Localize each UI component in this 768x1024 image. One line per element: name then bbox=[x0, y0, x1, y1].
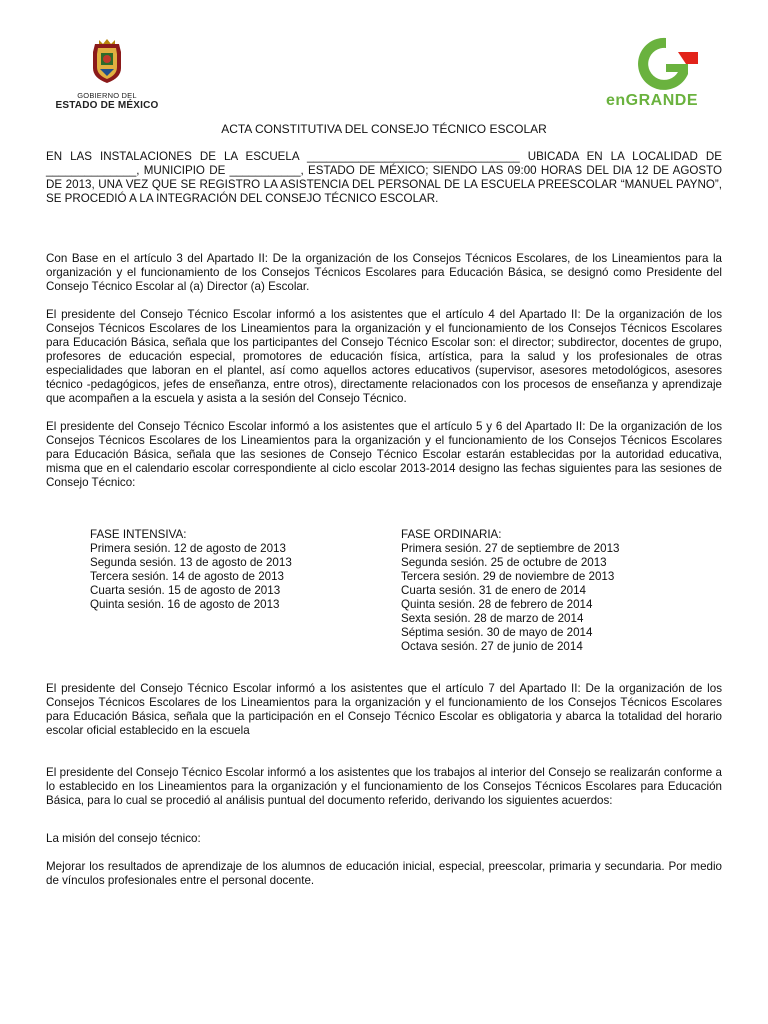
session-item: Tercera sesión. 29 de noviembre de 2013 bbox=[401, 570, 615, 583]
gobierno-estado-mexico-logo bbox=[52, 38, 162, 113]
engrande-grande: GRANDE bbox=[625, 92, 699, 109]
mision-label: La misión del consejo técnico: bbox=[46, 832, 201, 845]
session-schedule bbox=[46, 528, 722, 656]
session-item: Primera sesión. 12 de agosto de 2013 bbox=[90, 542, 286, 555]
session-item: Cuarta sesión. 31 de enero de 2014 bbox=[401, 584, 586, 597]
session-item: Séptima sesión. 30 de mayo de 2014 bbox=[401, 626, 593, 639]
document-header bbox=[0, 0, 768, 118]
articulo-5-6-paragraph: El presidente del Consejo Técnico Escolar informó a los asistentes que el artículo 5 y 6 del Apartado II: De la organización de los Consejos Técnicos Escolares de los Lineamientos para la organización y el funcionamiento de los Consejos Técnicos Escolares para Educación Básica, señala que las sesiones de Consejo Técnico Escolar estarán establecidas por la autoridad educativa, misma que en el calendario escolar correspondiente al ciclo escolar 2013-2014 designo las fechas siguientes para las sesiones de Consejo Técnico: bbox=[46, 420, 722, 489]
session-item: Sexta sesión. 28 de marzo de 2014 bbox=[401, 612, 584, 625]
intro-paragraph: EN LAS INSTALACIONES DE LA ESCUELA _________________________________ UBICADA EN LA LOCALIDAD DE ______________, MUNICIPIO DE ___________, ESTADO DE MÉXICO; SIENDO LAS 09:00 HORAS DEL DIA 12 DE AGOSTO DE 2013, UNA VEZ QUE SE REGISTRO LA ASISTENCIA DEL PERSONAL DE LA ESCUELA PREESCOLAR “MANUEL PAYNO”, SE PROCEDIÓ A LA INTEGRACIÓN DEL CONSEJO TÉCNICO ESCOLAR. bbox=[46, 150, 722, 205]
session-item: Primera sesión. 27 de septiembre de 2013 bbox=[401, 542, 620, 555]
gov-logo-line1: GOBIERNO DEL bbox=[77, 91, 137, 100]
document-body bbox=[46, 118, 722, 888]
engrande-wordmark bbox=[606, 92, 698, 110]
session-item: Segunda sesión. 13 de agosto de 2013 bbox=[90, 556, 292, 569]
session-item: Octava sesión. 27 de junio de 2014 bbox=[401, 640, 583, 653]
articulo-3-paragraph: Con Base en el artículo 3 del Apartado II: De la organización de los Consejos Técnicos Escolares, de los Lineamientos para la organización y el funcionamiento de los Consejos Técnicos Escolares para Educación Básica, se designó como Presidente del Consejo Técnico Escolar al (a) Director (a) Escolar. bbox=[46, 252, 722, 293]
engrande-en: en bbox=[606, 92, 626, 109]
engrande-logo bbox=[604, 34, 716, 114]
fase-intensiva-heading: FASE INTENSIVA: bbox=[90, 528, 187, 541]
articulo-7-paragraph: El presidente del Consejo Técnico Escolar informó a los asistentes que el artículo 7 del Apartado II: De la organización de los Consejos Técnicos Escolares de los Lineamientos para la organización y el funcionamiento de los Consejos Técnicos Escolares para Educación Básica, señala que la participación en el Consejo Técnico Escolar es obligatoria y abarca la totalidad del horario escolar oficial establecido en la escuela bbox=[46, 682, 722, 737]
trabajos-paragraph: El presidente del Consejo Técnico Escolar informó a los asistentes que los trabajos al interior del Consejo se realizarán conforme a lo establecido en los Lineamientos para la organización y el funcionamiento de los Consejos Técnicos Escolares para Educación Básica, para lo cual se procedió al análisis puntual del documento referido, derivando los siguientes acuerdos: bbox=[46, 766, 722, 807]
fase-ordinaria bbox=[401, 528, 619, 654]
g-letter-icon bbox=[622, 34, 700, 94]
document-title: ACTA CONSTITUTIVA DEL CONSEJO TÉCNICO ESCOLAR bbox=[221, 122, 547, 136]
session-item: Quinta sesión. 28 de febrero de 2014 bbox=[401, 598, 593, 611]
fase-intensiva bbox=[90, 528, 292, 612]
session-item: Cuarta sesión. 15 de agosto de 2013 bbox=[90, 584, 281, 597]
session-item: Tercera sesión. 14 de agosto de 2013 bbox=[90, 570, 285, 583]
gov-logo-line2: ESTADO DE MÉXICO bbox=[55, 100, 159, 111]
mision-text: Mejorar los resultados de aprendizaje de los alumnos de educación inicial, especial, preescolar, primaria y secundaria. Por medio de vínculos profesionales entre el personal docente. bbox=[46, 860, 722, 887]
articulo-4-paragraph: El presidente del Consejo Técnico Escolar informó a los asistentes que el artículo 4 del Apartado II: De la organización de los Consejos Técnicos Escolares de los Lineamientos para la organización y el funcionamiento de los Consejos Técnicos Escolares para Educación Básica, señala que los participantes del Consejo Técnico Escolar son: el director; subdirector, docentes de grupo, profesores de educación especial, promotores de educación física, artística, para la salud y los profesionales de otras especialidades que laboran en el plantel, así como aquellos actores educativos (supervisor, asesores metodológicos, asesores técnico -pedagógicos, jefes de enseñanza, entre otros), directamente relacionados con los procesos de enseñanza y aprendizaje que acompañen a la escuela y asista a la sesión del Consejo Técnico. bbox=[46, 308, 722, 405]
coat-of-arms-icon bbox=[87, 38, 127, 84]
fase-ordinaria-heading: FASE ORDINARIA: bbox=[401, 528, 502, 541]
session-item: Quinta sesión. 16 de agosto de 2013 bbox=[90, 598, 280, 611]
session-item: Segunda sesión. 25 de octubre de 2013 bbox=[401, 556, 607, 569]
